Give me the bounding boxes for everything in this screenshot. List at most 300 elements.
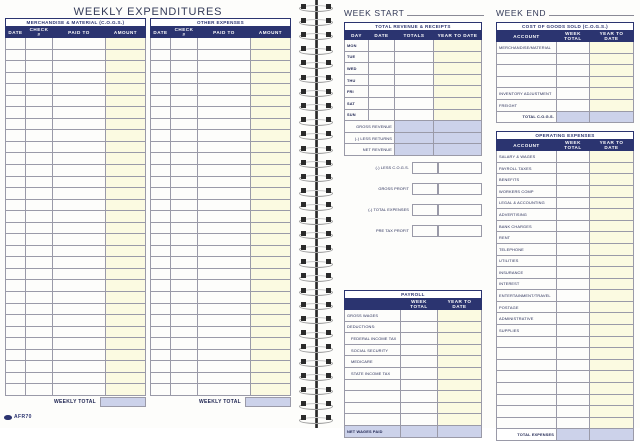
cell-date[interactable]	[151, 95, 171, 107]
cell-week-total[interactable]	[401, 344, 438, 356]
table-row[interactable]	[345, 86, 482, 98]
cell-ytd[interactable]	[438, 333, 482, 345]
cell-check[interactable]	[171, 38, 198, 50]
cell-check[interactable]	[171, 245, 198, 257]
cell-check[interactable]	[171, 153, 198, 165]
cell-amount[interactable]	[106, 141, 146, 153]
cell-date[interactable]	[151, 268, 171, 280]
cell-amount[interactable]	[106, 72, 146, 84]
table-row[interactable]	[151, 84, 291, 96]
table-row[interactable]	[497, 76, 634, 88]
cell-totals[interactable]	[395, 86, 434, 98]
cell-amount[interactable]	[106, 349, 146, 361]
cell-date[interactable]	[6, 303, 26, 315]
cell-paidto[interactable]	[53, 165, 106, 177]
table-row[interactable]	[151, 153, 291, 165]
cell-check[interactable]	[26, 338, 53, 350]
cell-paidto[interactable]	[53, 349, 106, 361]
cell-date[interactable]	[6, 280, 26, 292]
table-row[interactable]	[497, 42, 634, 54]
cell-check[interactable]	[171, 72, 198, 84]
table-row[interactable]	[497, 267, 634, 279]
table-row[interactable]	[6, 315, 146, 327]
table-row[interactable]	[6, 176, 146, 188]
cell-date[interactable]	[6, 315, 26, 327]
cell-check[interactable]	[171, 280, 198, 292]
cell-ytd[interactable]	[590, 185, 634, 197]
table-row[interactable]	[6, 245, 146, 257]
cell-date[interactable]	[6, 199, 26, 211]
cell-amount[interactable]	[106, 176, 146, 188]
cell-date[interactable]	[151, 234, 171, 246]
cell-check[interactable]	[26, 303, 53, 315]
table-row[interactable]	[345, 51, 482, 63]
table-row[interactable]	[6, 384, 146, 396]
table-row[interactable]	[497, 313, 634, 325]
cell-ytd[interactable]	[590, 336, 634, 348]
cell-paidto[interactable]	[198, 199, 251, 211]
cell-ytd[interactable]	[434, 86, 482, 98]
cell-ytd[interactable]	[438, 321, 482, 333]
cell-date[interactable]	[151, 280, 171, 292]
cell-amount[interactable]	[251, 268, 291, 280]
cell-check[interactable]	[171, 257, 198, 269]
table-row[interactable]	[6, 349, 146, 361]
cell-ytd[interactable]	[590, 371, 634, 383]
table-row[interactable]	[6, 72, 146, 84]
cell-ytd[interactable]	[434, 51, 482, 63]
cell-week-total[interactable]	[557, 76, 590, 88]
cell-week-total[interactable]	[557, 267, 590, 279]
cell-week-total[interactable]	[557, 394, 590, 406]
cell-ytd[interactable]	[590, 111, 634, 123]
cell-date[interactable]	[6, 268, 26, 280]
table-row[interactable]	[6, 268, 146, 280]
cell-week-total[interactable]	[557, 336, 590, 348]
cell-paidto[interactable]	[198, 245, 251, 257]
cell-date[interactable]	[151, 245, 171, 257]
cell-check[interactable]	[26, 38, 53, 50]
cell-week-total[interactable]	[401, 356, 438, 368]
cell-paidto[interactable]	[198, 153, 251, 165]
table-row[interactable]	[6, 211, 146, 223]
cell-check[interactable]	[171, 361, 198, 373]
table-row[interactable]	[345, 321, 482, 333]
cell-amount[interactable]	[251, 118, 291, 130]
table-row[interactable]	[151, 338, 291, 350]
cell-amount[interactable]	[251, 338, 291, 350]
table-row[interactable]	[6, 338, 146, 350]
cell-week-total[interactable]	[401, 391, 438, 403]
cell-week-total[interactable]	[557, 325, 590, 337]
table-row[interactable]	[345, 391, 482, 403]
table-row[interactable]	[497, 290, 634, 302]
cell-date[interactable]	[151, 303, 171, 315]
cell-date[interactable]	[6, 245, 26, 257]
table-row[interactable]	[151, 211, 291, 223]
cell-date[interactable]	[369, 86, 395, 98]
cell-check[interactable]	[26, 222, 53, 234]
cell-paidto[interactable]	[198, 130, 251, 142]
cell-date[interactable]	[151, 130, 171, 142]
table-row[interactable]	[151, 130, 291, 142]
cell-week-total[interactable]	[557, 111, 590, 123]
cell-paidto[interactable]	[198, 372, 251, 384]
merchandise-total-value[interactable]	[100, 397, 146, 407]
cell-date[interactable]	[6, 153, 26, 165]
cell-check[interactable]	[26, 257, 53, 269]
table-row[interactable]	[345, 132, 482, 144]
cell-paidto[interactable]	[53, 280, 106, 292]
cell-week-total[interactable]	[557, 406, 590, 418]
table-row[interactable]	[151, 38, 291, 50]
table-row[interactable]	[151, 188, 291, 200]
table-row[interactable]	[345, 310, 482, 322]
cell-check[interactable]	[171, 165, 198, 177]
cell-date[interactable]	[151, 188, 171, 200]
cell-check[interactable]	[26, 268, 53, 280]
cell-amount[interactable]	[251, 222, 291, 234]
table-row[interactable]	[6, 292, 146, 304]
cell-ytd[interactable]	[438, 162, 482, 174]
cell-ytd[interactable]	[590, 417, 634, 429]
cell-check[interactable]	[171, 188, 198, 200]
cell-paidto[interactable]	[198, 315, 251, 327]
cell-check[interactable]	[26, 72, 53, 84]
cell-date[interactable]	[151, 199, 171, 211]
cell-date[interactable]	[6, 118, 26, 130]
cogs-rows[interactable]	[497, 42, 634, 123]
cell-totals[interactable]	[395, 97, 434, 109]
cell-paidto[interactable]	[53, 199, 106, 211]
cell-ytd[interactable]	[590, 301, 634, 313]
cell-week-total[interactable]	[557, 65, 590, 77]
table-row[interactable]	[345, 344, 482, 356]
cell-paidto[interactable]	[53, 245, 106, 257]
cell-ytd[interactable]	[590, 88, 634, 100]
cell-week-total[interactable]	[557, 197, 590, 209]
cell-date[interactable]	[369, 109, 395, 121]
cell-amount[interactable]	[251, 72, 291, 84]
cell-week-total[interactable]	[557, 232, 590, 244]
table-row[interactable]	[6, 199, 146, 211]
cell-week-total[interactable]	[557, 53, 590, 65]
cell-check[interactable]	[171, 372, 198, 384]
table-row[interactable]	[497, 255, 634, 267]
cell-date[interactable]	[151, 292, 171, 304]
cell-amount[interactable]	[251, 95, 291, 107]
table-row[interactable]	[497, 359, 634, 371]
cell-amount[interactable]	[251, 153, 291, 165]
table-row[interactable]	[497, 348, 634, 360]
cell-check[interactable]	[26, 84, 53, 96]
cell-date[interactable]	[151, 257, 171, 269]
cell-date[interactable]	[6, 349, 26, 361]
cell-date[interactable]	[151, 107, 171, 119]
table-row[interactable]	[151, 315, 291, 327]
table-row[interactable]	[497, 301, 634, 313]
cell-check[interactable]	[171, 95, 198, 107]
cell-paidto[interactable]	[198, 188, 251, 200]
cell-date[interactable]	[151, 72, 171, 84]
cell-date[interactable]	[151, 153, 171, 165]
cell-week-total[interactable]	[557, 243, 590, 255]
cell-amount[interactable]	[251, 49, 291, 61]
cell-paidto[interactable]	[53, 130, 106, 142]
table-row[interactable]	[151, 176, 291, 188]
table-row[interactable]	[151, 72, 291, 84]
cell-week-total[interactable]	[557, 42, 590, 54]
cell-ytd[interactable]	[590, 406, 634, 418]
table-row[interactable]	[151, 95, 291, 107]
cell-ytd[interactable]	[438, 344, 482, 356]
cell-paidto[interactable]	[198, 38, 251, 50]
cell-date[interactable]	[151, 211, 171, 223]
cell-week-total[interactable]	[557, 220, 590, 232]
table-row[interactable]	[497, 336, 634, 348]
cell-check[interactable]	[171, 141, 198, 153]
cell-week-total[interactable]	[557, 278, 590, 290]
cell-paidto[interactable]	[53, 141, 106, 153]
cell-paidto[interactable]	[53, 188, 106, 200]
cell-ytd[interactable]	[438, 425, 482, 437]
cell-week-total[interactable]	[557, 383, 590, 395]
cell-amount[interactable]	[251, 176, 291, 188]
table-row[interactable]	[151, 234, 291, 246]
cell-paidto[interactable]	[198, 222, 251, 234]
cell-date[interactable]	[151, 38, 171, 50]
cell-ytd[interactable]	[438, 367, 482, 379]
cell-check[interactable]	[26, 141, 53, 153]
table-row[interactable]	[345, 356, 482, 368]
cell-ytd[interactable]	[590, 325, 634, 337]
cell-paidto[interactable]	[53, 338, 106, 350]
cell-week-total[interactable]	[401, 425, 438, 437]
cell-amount[interactable]	[251, 61, 291, 73]
cell-check[interactable]	[171, 211, 198, 223]
cell-week-total[interactable]	[401, 402, 438, 414]
cell-check[interactable]	[26, 49, 53, 61]
cell-amount[interactable]	[106, 292, 146, 304]
cell-paidto[interactable]	[53, 176, 106, 188]
cell-amount[interactable]	[251, 84, 291, 96]
cell-paidto[interactable]	[53, 303, 106, 315]
table-row[interactable]	[345, 379, 482, 391]
cell-week-total[interactable]	[412, 162, 438, 174]
cell-check[interactable]	[171, 349, 198, 361]
table-row[interactable]	[345, 97, 482, 109]
table-row[interactable]	[151, 141, 291, 153]
cell-check[interactable]	[26, 153, 53, 165]
table-row[interactable]	[345, 109, 482, 121]
cell-ytd[interactable]	[590, 394, 634, 406]
cell-ytd[interactable]	[590, 359, 634, 371]
table-row[interactable]	[151, 49, 291, 61]
cell-amount[interactable]	[106, 315, 146, 327]
cell-check[interactable]	[26, 234, 53, 246]
cell-paidto[interactable]	[53, 61, 106, 73]
table-row[interactable]	[6, 188, 146, 200]
cell-check[interactable]	[171, 384, 198, 396]
cell-paidto[interactable]	[198, 118, 251, 130]
table-row[interactable]	[497, 99, 634, 111]
cell-totals[interactable]	[395, 132, 434, 144]
table-row[interactable]	[151, 384, 291, 396]
cell-paidto[interactable]	[53, 292, 106, 304]
cell-date[interactable]	[151, 372, 171, 384]
cell-date[interactable]	[6, 84, 26, 96]
cell-paidto[interactable]	[198, 384, 251, 396]
cell-date[interactable]	[151, 84, 171, 96]
cell-date[interactable]	[6, 326, 26, 338]
cell-paidto[interactable]	[198, 234, 251, 246]
table-row[interactable]	[151, 118, 291, 130]
cell-week-total[interactable]	[401, 379, 438, 391]
cell-ytd[interactable]	[438, 379, 482, 391]
table-row[interactable]	[345, 414, 482, 426]
cell-amount[interactable]	[251, 130, 291, 142]
table-row[interactable]	[6, 372, 146, 384]
cell-totals[interactable]	[395, 109, 434, 121]
cell-amount[interactable]	[251, 372, 291, 384]
cell-paidto[interactable]	[53, 118, 106, 130]
cell-amount[interactable]	[106, 326, 146, 338]
cell-paidto[interactable]	[53, 153, 106, 165]
cell-ytd[interactable]	[590, 383, 634, 395]
cell-week-total[interactable]	[557, 209, 590, 221]
cell-check[interactable]	[26, 188, 53, 200]
cell-paidto[interactable]	[53, 72, 106, 84]
table-row[interactable]	[6, 84, 146, 96]
cell-check[interactable]	[26, 245, 53, 257]
cell-date[interactable]	[6, 292, 26, 304]
cell-paidto[interactable]	[198, 211, 251, 223]
table-row[interactable]	[345, 144, 482, 156]
table-row[interactable]	[151, 61, 291, 73]
cell-amount[interactable]	[106, 118, 146, 130]
table-row[interactable]	[345, 402, 482, 414]
cell-paidto[interactable]	[198, 303, 251, 315]
table-row[interactable]	[151, 199, 291, 211]
cell-amount[interactable]	[106, 95, 146, 107]
cell-paidto[interactable]	[53, 315, 106, 327]
cell-paidto[interactable]	[198, 280, 251, 292]
table-row[interactable]	[497, 220, 634, 232]
cell-paidto[interactable]	[53, 211, 106, 223]
cell-amount[interactable]	[106, 107, 146, 119]
cell-amount[interactable]	[106, 268, 146, 280]
cell-ytd[interactable]	[438, 391, 482, 403]
table-row[interactable]	[497, 243, 634, 255]
table-row[interactable]	[6, 95, 146, 107]
cell-amount[interactable]	[106, 38, 146, 50]
cell-date[interactable]	[6, 384, 26, 396]
cell-amount[interactable]	[106, 361, 146, 373]
cell-amount[interactable]	[106, 188, 146, 200]
table-row[interactable]	[6, 38, 146, 50]
cell-check[interactable]	[171, 234, 198, 246]
cell-paidto[interactable]	[53, 372, 106, 384]
table-row[interactable]	[497, 278, 634, 290]
cell-week-total[interactable]	[557, 290, 590, 302]
table-row[interactable]	[6, 141, 146, 153]
cell-week-total[interactable]	[557, 174, 590, 186]
cell-ytd[interactable]	[434, 121, 482, 133]
cell-date[interactable]	[151, 361, 171, 373]
cell-totals[interactable]	[395, 74, 434, 86]
cell-date[interactable]	[369, 40, 395, 52]
cell-paidto[interactable]	[198, 268, 251, 280]
table-row[interactable]	[497, 232, 634, 244]
cell-date[interactable]	[151, 384, 171, 396]
cell-ytd[interactable]	[434, 40, 482, 52]
cell-check[interactable]	[26, 107, 53, 119]
cell-week-total[interactable]	[401, 321, 438, 333]
cell-ytd[interactable]	[590, 162, 634, 174]
table-row[interactable]	[151, 303, 291, 315]
cell-totals[interactable]	[395, 121, 434, 133]
cell-amount[interactable]	[106, 130, 146, 142]
table-row[interactable]	[6, 49, 146, 61]
cell-amount[interactable]	[106, 234, 146, 246]
table-row[interactable]	[6, 303, 146, 315]
table-row[interactable]	[345, 121, 482, 133]
cell-date[interactable]	[151, 338, 171, 350]
cell-date[interactable]	[151, 118, 171, 130]
cell-week-total[interactable]	[557, 348, 590, 360]
cell-check[interactable]	[26, 280, 53, 292]
cell-paidto[interactable]	[53, 222, 106, 234]
cell-paidto[interactable]	[53, 95, 106, 107]
cell-amount[interactable]	[251, 257, 291, 269]
cell-paidto[interactable]	[53, 257, 106, 269]
cell-date[interactable]	[6, 188, 26, 200]
cell-paidto[interactable]	[198, 95, 251, 107]
cell-check[interactable]	[171, 107, 198, 119]
cell-week-total[interactable]	[557, 99, 590, 111]
cell-date[interactable]	[6, 49, 26, 61]
cell-paidto[interactable]	[53, 49, 106, 61]
table-row[interactable]	[6, 234, 146, 246]
cell-amount[interactable]	[251, 303, 291, 315]
cell-amount[interactable]	[106, 153, 146, 165]
cell-amount[interactable]	[106, 280, 146, 292]
cell-amount[interactable]	[251, 292, 291, 304]
cell-date[interactable]	[6, 38, 26, 50]
cell-ytd[interactable]	[590, 197, 634, 209]
cell-check[interactable]	[26, 292, 53, 304]
table-row[interactable]	[151, 280, 291, 292]
cell-check[interactable]	[171, 61, 198, 73]
cell-paidto[interactable]	[53, 84, 106, 96]
table-row[interactable]	[497, 371, 634, 383]
cell-week-total[interactable]	[401, 414, 438, 426]
table-row[interactable]	[151, 372, 291, 384]
cell-check[interactable]	[171, 176, 198, 188]
cell-date[interactable]	[369, 51, 395, 63]
cell-check[interactable]	[171, 49, 198, 61]
table-row[interactable]	[345, 40, 482, 52]
cell-date[interactable]	[6, 165, 26, 177]
cell-paidto[interactable]	[53, 234, 106, 246]
cell-check[interactable]	[171, 292, 198, 304]
cell-check[interactable]	[26, 95, 53, 107]
cell-ytd[interactable]	[438, 225, 482, 237]
cell-date[interactable]	[6, 222, 26, 234]
table-row[interactable]	[6, 326, 146, 338]
cell-ytd[interactable]	[590, 209, 634, 221]
cell-amount[interactable]	[106, 222, 146, 234]
